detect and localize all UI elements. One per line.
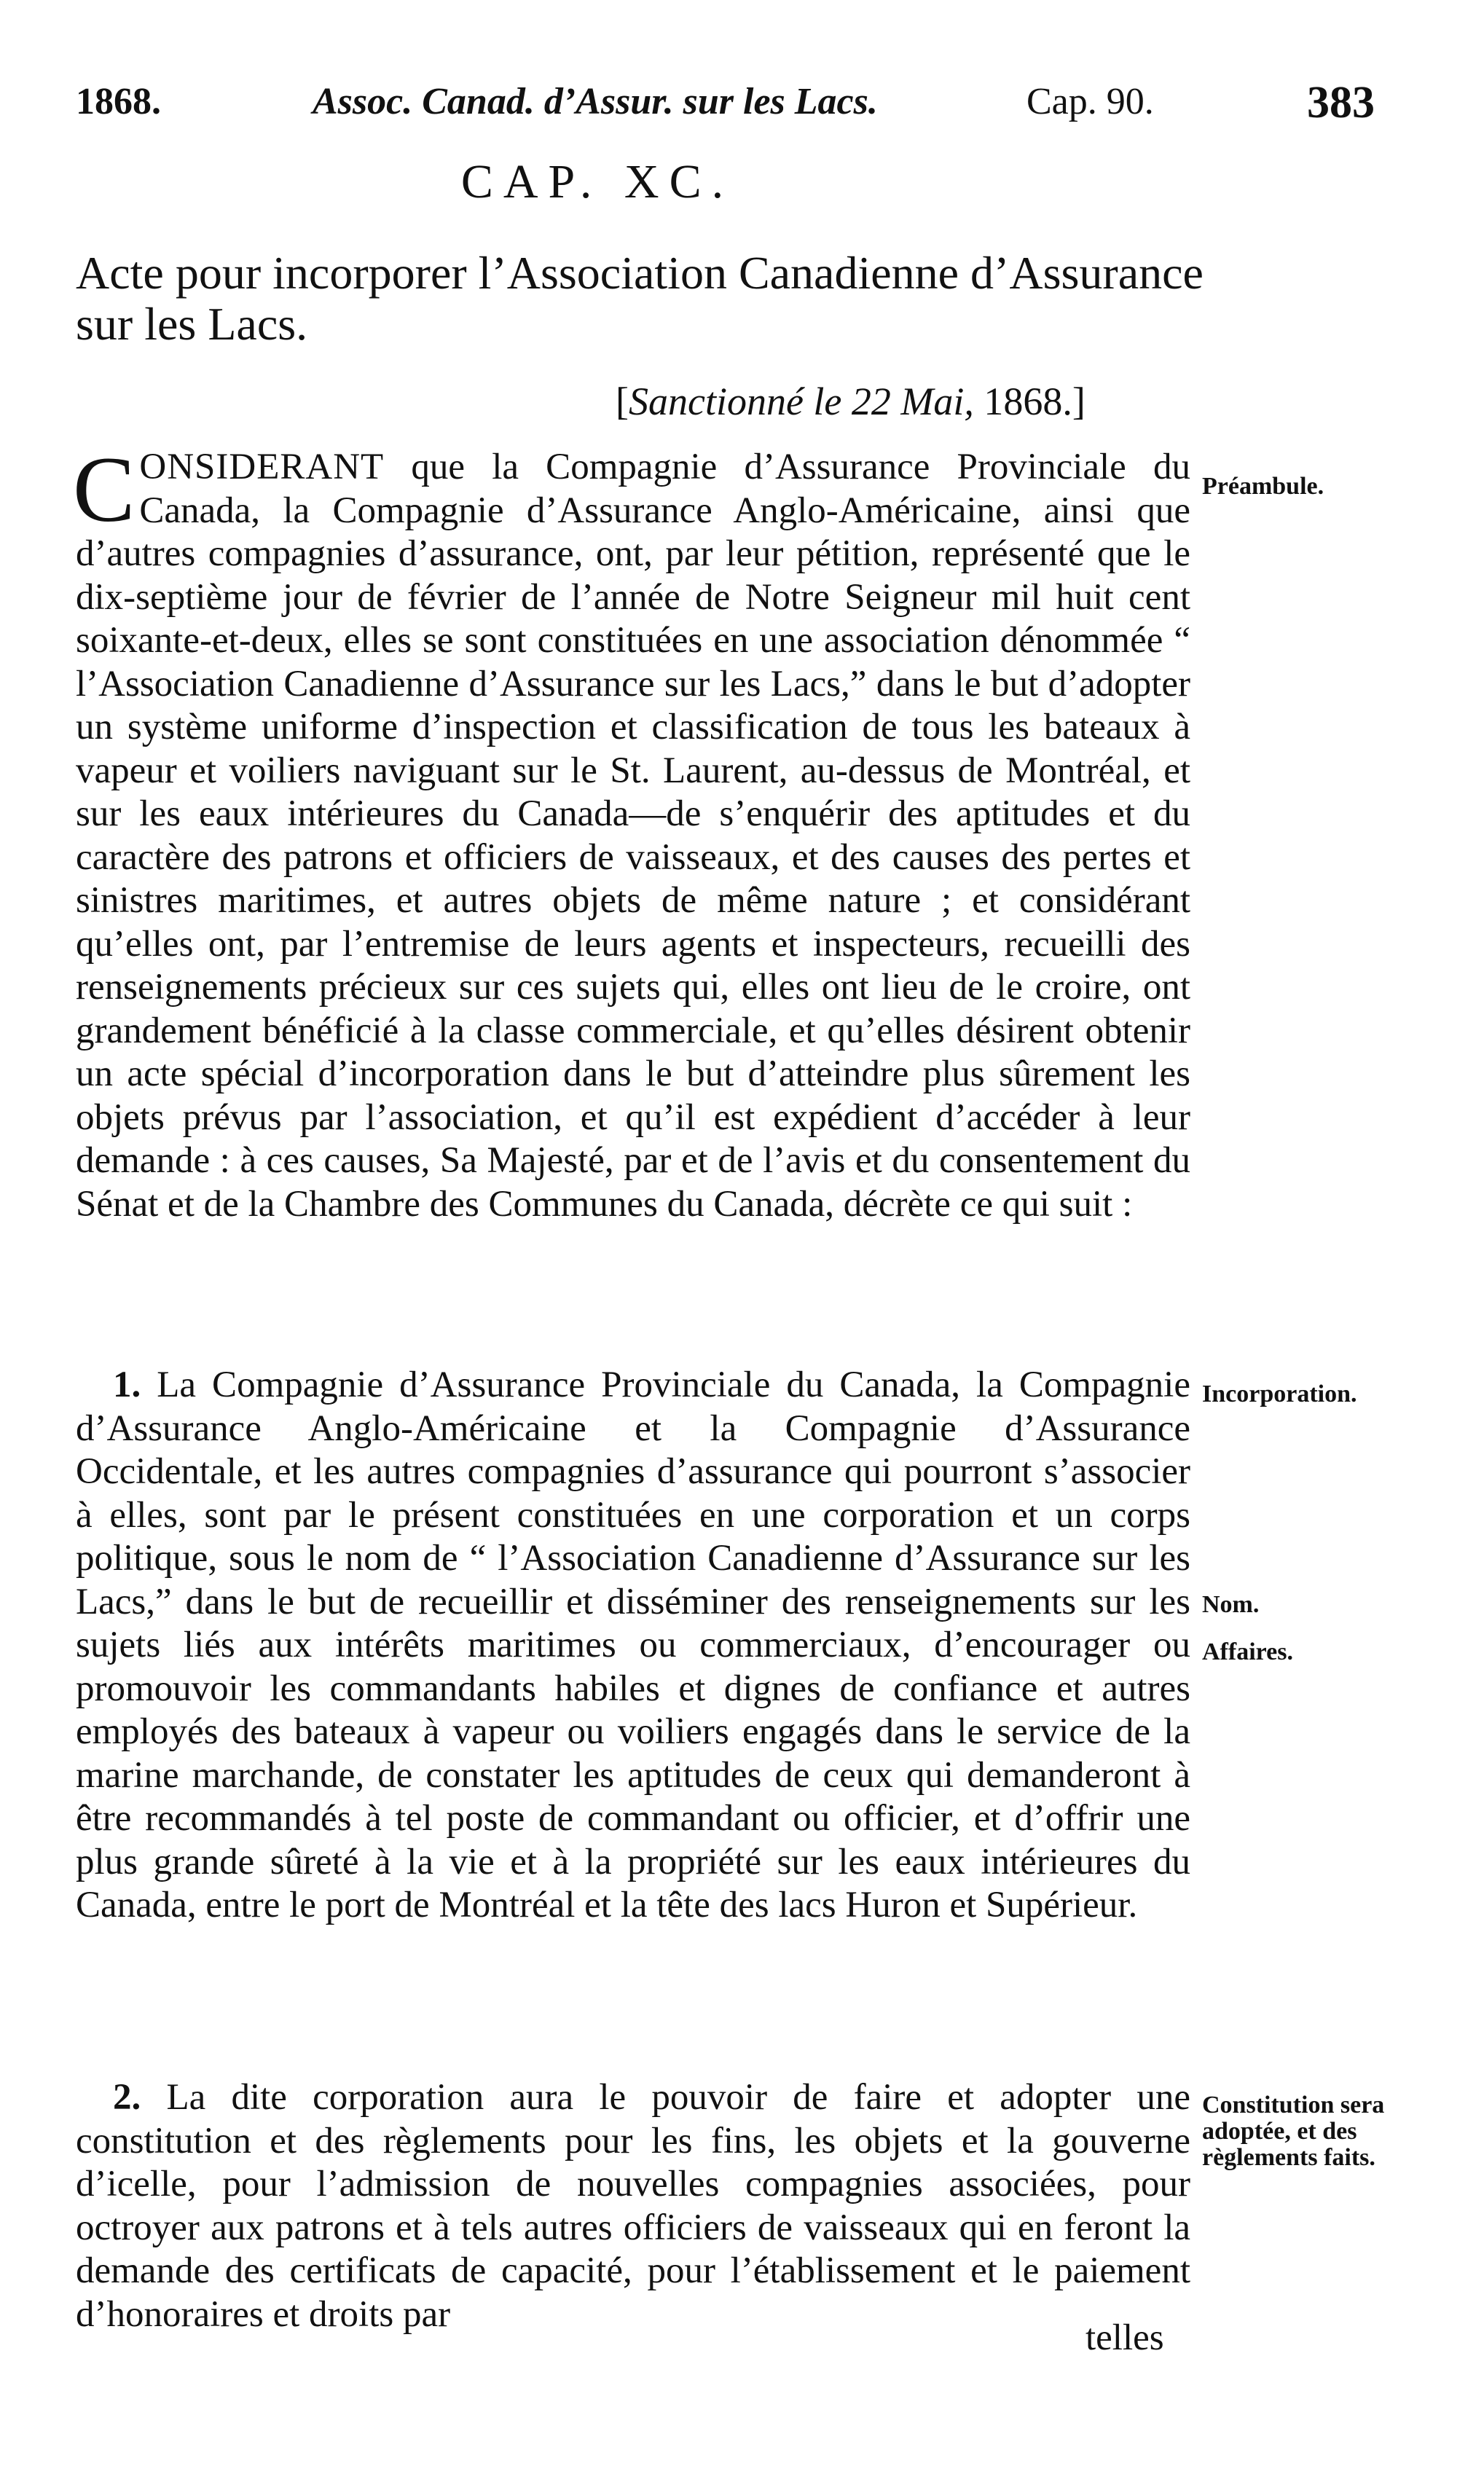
section-1-text: La Compagnie d’Assurance Provinciale du Canada, la Compagnie d’Assurance Anglo-Américaine et la Compagnie d’Assurance Occidentale, et les autres compagnies d’assurance qui pourront s’associer à elles, sont par le présent constituées en une corporation et un corps politique, sous le nom de “ l’Association Canadienne d’Assurance sur les Lacs,” dans le but de recueillir et disséminer des renseignements sur les sujets liés aux intérêts maritimes ou commerciaux, d’encourager ou promouvoir les commandants habiles et dignes de confiance et autres employés des bateaux à vapeur ou voiliers engagés dans le service de la marine marchande, de constater les aptitudes de ceux qui demanderont à être recommandés à tel poste de commandant ou officier, et d’offrir une plus grande sûreté à la vie et à la propriété sur les eaux intérieures du Canada, entre le port de Montréal et la tête des lacs Huron et Supérieur. — [76, 1364, 1190, 1925]
sanction-year: 1868.] — [973, 380, 1085, 423]
drop-cap: C — [73, 438, 136, 541]
margin-note-preamble: Préambule. — [1202, 473, 1324, 500]
header-chapter: Cap. 90. — [1026, 81, 1154, 122]
sanction-open-bracket: [ — [616, 380, 629, 423]
section-2-paragraph — [76, 2076, 1190, 2336]
chapter-heading: CAP. XC. — [460, 155, 734, 208]
act-title: Acte pour incorporer l’Association Canadienne d’Assurance sur les Lacs. — [76, 247, 1204, 350]
margin-note-incorporation: Incorporation. — [1202, 1381, 1357, 1407]
running-header — [76, 80, 1409, 131]
preamble-lead-word: ONSIDERANT — [139, 447, 385, 487]
section-1-number: 1. — [113, 1364, 141, 1405]
preamble-paragraph — [73, 438, 1190, 1226]
catchword: telles — [1085, 2317, 1164, 2358]
sanction-date — [616, 379, 1085, 424]
section-1-paragraph — [76, 1364, 1190, 1928]
sanction-label: Sanctionné le 22 Mai, — [628, 380, 974, 423]
section-2-text: La dite corporation aura le pouvoir de faire et adopter une constitution et des règlements pour les fins, les objets et la gouverne d’icelle, pour l’admission de nouvelles compagnies associées, pour octroyer aux patrons et à tels autres officiers de vaisseaux qui en feront la demande des certificats de capacité, pour l’établissement et le paiement d’honoraires et droits par — [76, 2077, 1190, 2335]
page-number: 383 — [1307, 78, 1375, 127]
margin-note-nom: Nom. — [1202, 1591, 1260, 1618]
margin-note-affaires: Affaires. — [1202, 1638, 1293, 1665]
header-title: Assoc. Canad. d’Assur. sur les Lacs. — [313, 81, 878, 122]
header-year: 1868. — [76, 81, 161, 122]
preamble-text: que la Compagnie d’Assurance Provinciale du Canada, la Compagnie d’Assurance Anglo-Américaine, ainsi que d’autres compagnies d’assurance, ont, par leur pétition, représenté que le dix-septième jour de février de l’année de Notre Seigneur mil huit cent soixante-et-deux, elles se sont constituées en une association dénommée “ l’Association Canadienne d’Assurance sur les Lacs,” dans le but d’adopter un système uniforme d’inspection et classification de tous les bateaux à vapeur et voiliers naviguant sur le St. Laurent, au-dessus de Montréal, et sur les eaux intérieures du Canada—de s’enquérir des aptitudes et du caractère des patrons et officiers de vaisseaux, et des causes des pertes et sinistres maritimes, et autres objets de même nature ; et considérant qu’elles ont, par l’entremise de leurs agents et inspecteurs, recueilli des renseignements précieux sur ces sujets qui, elles ont lieu de le croire, ont grandement bénéficié à la classe commerciale, et qu’elles désirent obtenir un acte spécial d’incorporation dans le but d’atteindre plus sûrement les objets prévus par l’association, et qu’il est expédient d’accéder à leur demande : à ces causes, Sa Majesté, par et de l’avis et du consentement du Sénat et de la Chambre des Communes du Canada, décrète ce qui suit : — [76, 447, 1190, 1225]
section-2-number: 2. — [113, 2077, 141, 2118]
margin-note-constitution: Constitution sera adoptée, et des règlements faits. — [1202, 2092, 1385, 2171]
